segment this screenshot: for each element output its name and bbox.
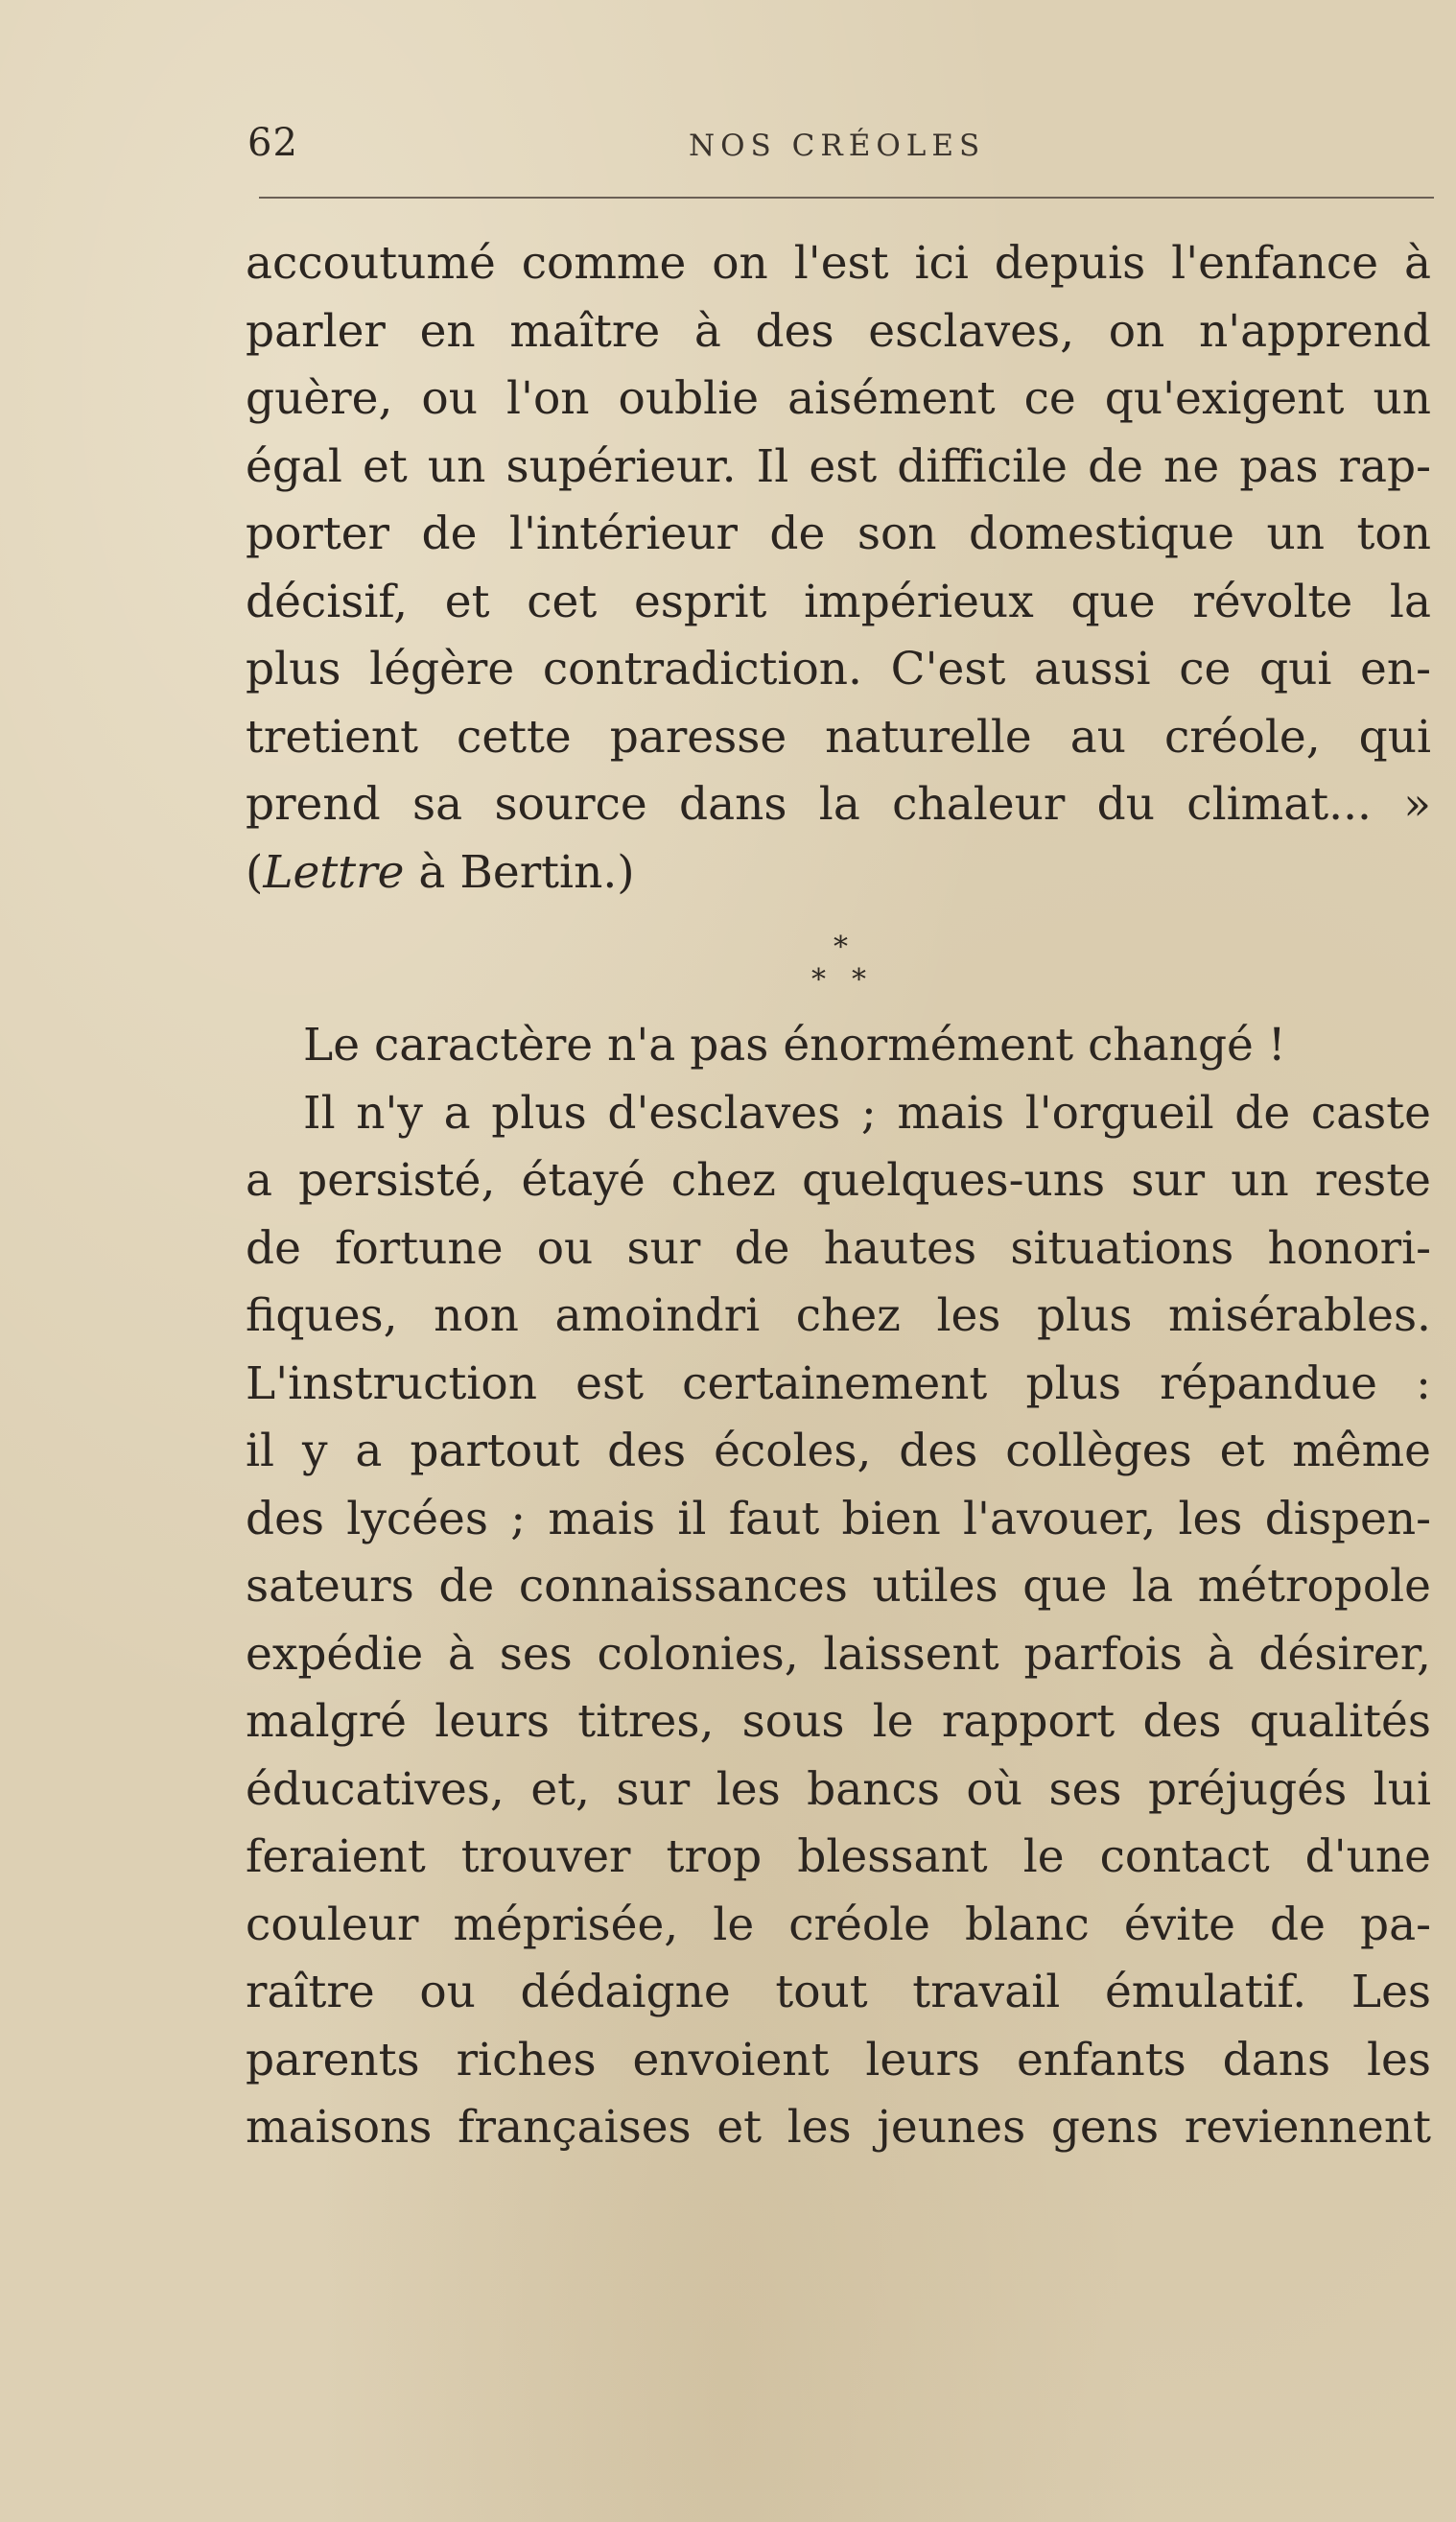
text-line: il y a partout des écoles, des collèges et même — [246, 1425, 1431, 1477]
citation-line — [246, 839, 1431, 907]
text-line: maisons françaises et les jeunes gens reviennent — [246, 2101, 1431, 2154]
text-line: sateurs de connaissances utiles que la métropole — [246, 1560, 1431, 1613]
text-line: décisif, et cet esprit impérieux que révolte la — [246, 575, 1431, 628]
citation-open: ( — [246, 845, 264, 899]
text-line: tretient cette paresse naturelle au créole, qui — [246, 710, 1431, 764]
asterism-star-left: * — [811, 963, 826, 997]
text-line: parents riches envoient leurs enfants dans les — [246, 2033, 1431, 2086]
text-line: malgré leurs titres, sous le rapport des qualités — [246, 1695, 1431, 1748]
text-line: parler en maître à des esclaves, on n'apprend — [246, 304, 1431, 358]
body-text — [246, 230, 1431, 2162]
text-line: guère, ou l'on oublie aisément ce qu'exigent un — [246, 372, 1431, 425]
text-line: égal et un supérieur. Il est difficile de ne pas rap- — [246, 439, 1431, 493]
citation-title: Lettre — [263, 845, 405, 899]
asterism-star-right: * — [852, 963, 866, 997]
text-line: L'instruction est certainement plus répandue : — [246, 1356, 1431, 1410]
text-line: a persisté, étayé chez quelques-uns sur un reste — [246, 1154, 1431, 1207]
text-line: raître ou dédaigne tout travail émulatif. Les — [246, 1966, 1431, 2018]
text-line: accoutumé comme on l'est ici depuis l'enfance à — [246, 237, 1431, 290]
text-line: fiques, non amoindri chez les plus misérables. — [246, 1289, 1431, 1342]
paragraph-slavery — [246, 1080, 1431, 2162]
text-line: couleur méprisée, le créole blanc évite de pa- — [246, 1897, 1431, 1951]
paragraph-character — [246, 1012, 1431, 1080]
citation-rest: à Bertin.) — [404, 845, 635, 899]
text-line: feraient trouver trop blessant le contact d'une — [246, 1830, 1431, 1883]
text-line: des lycées ; mais il faut bien l'avouer, les dispen- — [246, 1492, 1431, 1545]
asterism-star-top: * — [834, 931, 848, 964]
text-line: expédie à ses colonies, laissent parfois à désirer, — [246, 1627, 1431, 1681]
text-line: plus légère contradiction. C'est aussi ce qui en- — [246, 643, 1431, 695]
page-number: 62 — [247, 121, 298, 165]
header-rule — [259, 197, 1434, 199]
page-header — [247, 113, 1429, 171]
asterism — [246, 907, 1431, 1012]
paragraph-letter-quote — [246, 230, 1431, 907]
text-line: porter de l'intérieur de son domestique un ton — [246, 507, 1431, 560]
text-line: Le caractère n'a pas énormément changé ! — [303, 1019, 1286, 1072]
text-line: éducatives, et, sur les bancs où ses préjugés lui — [246, 1762, 1431, 1816]
text-line: Il n'y a plus d'esclaves ; mais l'orgueil de caste — [303, 1086, 1431, 1140]
running-title: NOS CRÉOLES — [689, 129, 986, 163]
text-line: prend sa source dans la chaleur du climat... » — [246, 778, 1431, 831]
text-line: de fortune ou sur de hautes situations honori- — [246, 1221, 1431, 1275]
